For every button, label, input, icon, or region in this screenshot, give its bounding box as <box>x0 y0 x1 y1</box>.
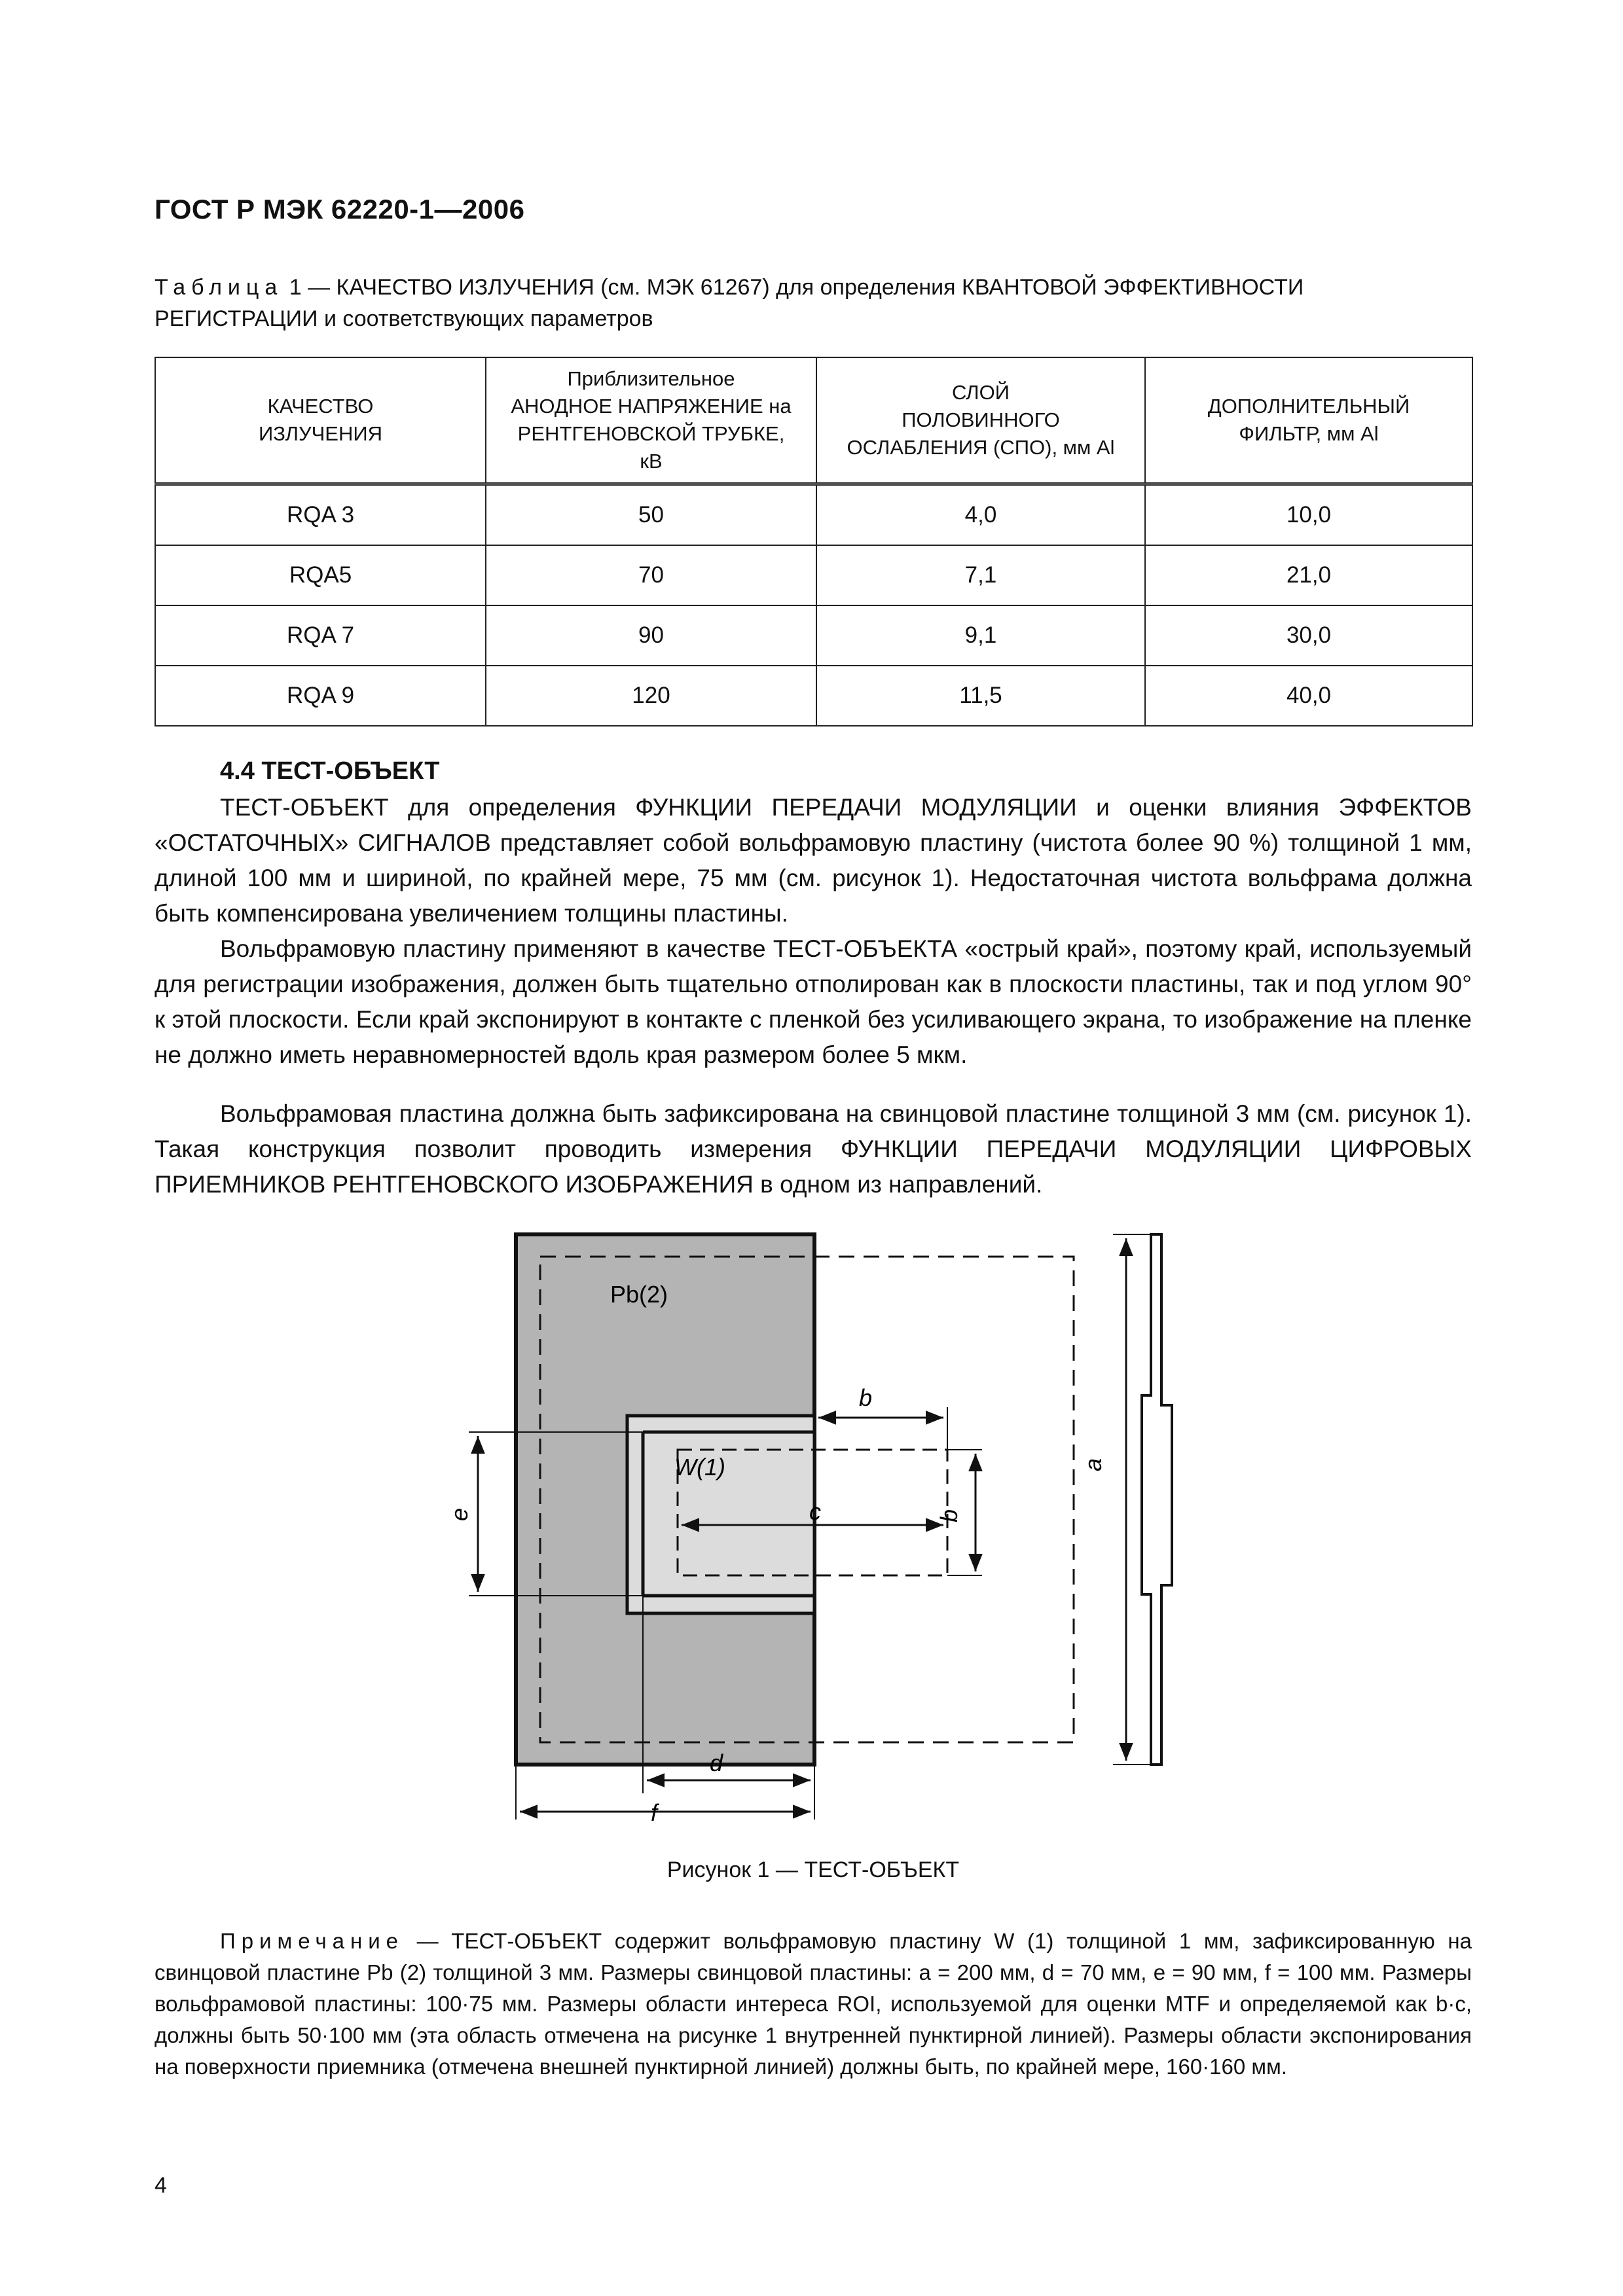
header-quality: КАЧЕСТВО ИЗЛУЧЕНИЯ <box>155 357 486 484</box>
header-hvl: СЛОЙ ПОЛОВИННОГО ОСЛАБЛЕНИЯ (СПО), мм Al <box>816 357 1145 484</box>
table-cell: 30,0 <box>1145 605 1472 666</box>
label-d: d <box>710 1749 723 1776</box>
table-cell: 11,5 <box>816 666 1145 726</box>
table-cell: RQA 7 <box>155 605 486 666</box>
label-pb: Pb(2) <box>610 1281 668 1308</box>
figure-caption: Рисунок 1 — ТЕСТ-ОБЪЕКТ <box>666 1857 960 1882</box>
table-caption-text: 1 — КАЧЕСТВО ИЗЛУЧЕНИЯ (см. МЭК 61267) для определения КВАНТОВОЙ ЭФФЕКТИВНОСТИ РЕГИСТРАЦИИ и соответствующих параметров <box>155 275 1304 331</box>
table-cell: 21,0 <box>1145 545 1472 605</box>
section-title: 4.4 ТЕСТ-ОБЪЕКТ <box>220 757 440 785</box>
label-b-side: b <box>936 1509 962 1522</box>
header-filter: ДОПОЛНИТЕЛЬНЫЙ ФИЛЬТР, мм Al <box>1145 357 1472 484</box>
note-label: Примечание <box>220 1929 405 1953</box>
label-b-top: b <box>859 1384 873 1411</box>
label-w: W(1) <box>674 1454 725 1480</box>
figure-note <box>155 1926 1472 2083</box>
label-c: c <box>809 1498 821 1525</box>
table-cell: 10,0 <box>1145 484 1472 546</box>
table-cell: RQA 9 <box>155 666 486 726</box>
table-caption-label: Таблица <box>155 275 283 300</box>
table-cell: 40,0 <box>1145 666 1472 726</box>
tungsten-plate <box>627 1416 814 1613</box>
note-text: — ТЕСТ-ОБЪЕКТ содержит вольфрамовую пластину W (1) толщиной 1 мм, зафиксированную на свинцовой пластине Pb (2) толщиной 3 мм. Размеры свинцовой пластины: a = 200 мм, d = 70 мм, e = 90 мм, f = 100 мм. Размеры вольфрамовой пластины: 100·75 мм. Размеры области интереса ROI, используемой для оценки MTF и определяемой как b·c, должны быть 50·100 мм (эта область отмечена на рисунке 1 внутренней пунктирной линией). Размеры области экспонирования на поверхности приемника (отмечена внешней пунктирной линией) должны быть, по крайней мере, 160·160 мм. <box>155 1929 1472 2079</box>
page-number: 4 <box>155 2173 167 2198</box>
label-f: f <box>651 1799 658 1826</box>
table-cell: 90 <box>486 605 816 666</box>
paragraph-2: Вольфрамовую пластину применяют в качестве ТЕСТ-ОБЪЕКТА «острый край», поэтому край, используемый для регистрации изображения, должен быть тщательно отполирован как в плоскости пластины, так и под углом 90° к этой плоскости. Если край экспонируют в контакте с пленкой без усиливающего экрана, то изображение на пленке не должно иметь неравномерностей вдоль края размером более 5 мкм. <box>155 935 1472 1068</box>
header-voltage: Приблизительное АНОДНОЕ НАПРЯЖЕНИЕ на РЕНТГЕНОВСКОЙ ТРУБКЕ, кВ <box>486 357 816 484</box>
table-cell: 50 <box>486 484 816 546</box>
paragraph-3: Вольфрамовая пластина должна быть зафиксирована на свинцовой пластине толщиной 3 мм (см. рисунок 1). Такая конструкция позволит проводить измерения ФУНКЦИИ ПЕРЕДАЧИ МОДУЛЯЦИИ ЦИФРОВЫХ ПРИЕМНИКОВ РЕНТГЕНОВСКОГО ИЗОБРАЖЕНИЯ в одном из направлений. <box>155 1100 1472 1198</box>
table-cell: 4,0 <box>816 484 1145 546</box>
table-cell: 120 <box>486 666 816 726</box>
label-e: e <box>446 1507 473 1521</box>
paragraph-1: ТЕСТ-ОБЪЕКТ для определения ФУНКЦИИ ПЕРЕДАЧИ МОДУЛЯЦИИ и оценки влияния ЭФФЕКТОВ «ОСТАТОЧНЫХ» СИГНАЛОВ представляет собой вольфрамовую пластину (чистота более 90 %) толщиной 1 мм, длиной 100 мм и шириной, по крайней мере, 75 мм (см. рисунок 1). Недостаточная чистота вольфрама должна быть компенсирована увеличением толщины пластины. <box>155 794 1472 927</box>
table-cell: 9,1 <box>816 605 1145 666</box>
table-cell: 7,1 <box>816 545 1145 605</box>
label-a: a <box>1080 1458 1106 1471</box>
document-header: ГОСТ Р МЭК 62220-1—2006 <box>155 194 525 224</box>
table-cell: RQA 3 <box>155 484 486 546</box>
side-profile <box>1142 1234 1172 1765</box>
table-cell: 70 <box>486 545 816 605</box>
table-cell: RQA5 <box>155 545 486 605</box>
